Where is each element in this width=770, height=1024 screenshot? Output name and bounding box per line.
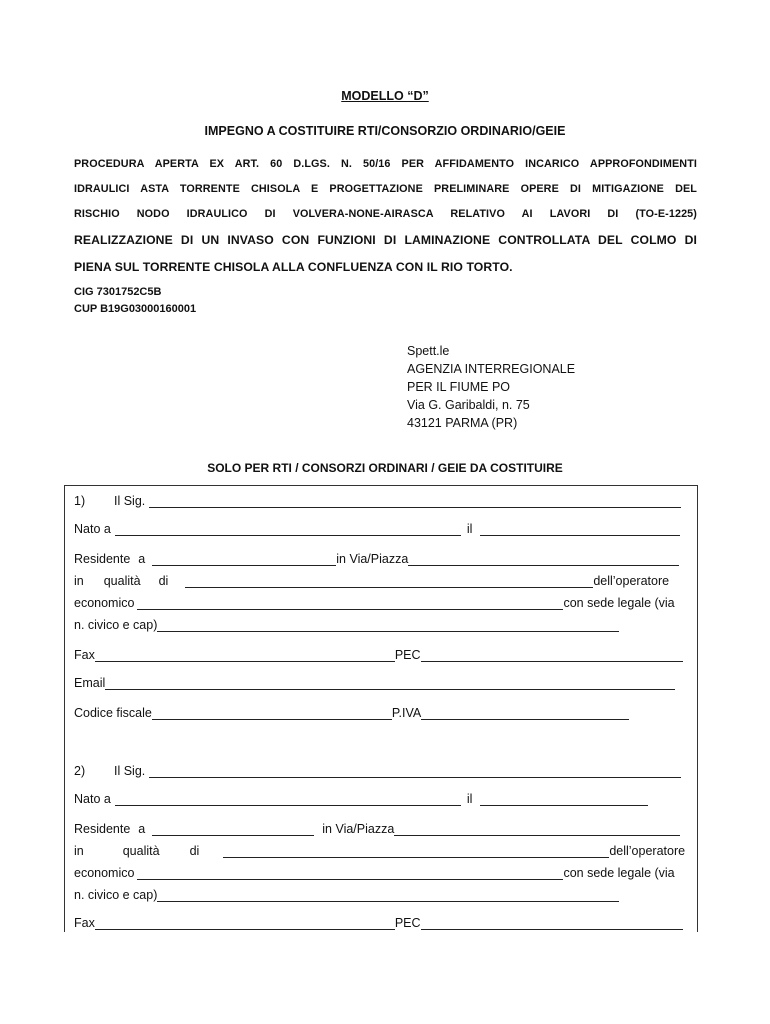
il-label: il [466, 522, 473, 536]
nato-row-2 [74, 790, 648, 806]
fax-label: Fax [74, 648, 95, 662]
di-label: di [158, 574, 169, 588]
document-title: IMPEGNO A COSTITUIRE RTI/CONSORZIO ORDINARIO/GEIE [204, 124, 566, 138]
procedure-line-4: REALIZZAZIONE DI UN INVASO CON FUNZIONI DI LAMINAZIONE CONTROLLATA DEL COLMO DI [74, 233, 697, 247]
nato-label: Nato a [74, 522, 111, 536]
email-row-1 [74, 674, 675, 690]
nato-label: Nato a [74, 792, 111, 806]
nato-row-1 [74, 520, 680, 536]
civico-row-1 [74, 616, 619, 632]
birthplace-field[interactable] [115, 523, 461, 536]
fax-label: Fax [74, 916, 95, 930]
fax-row-1 [74, 646, 683, 662]
di-label: di [189, 844, 200, 858]
entry-number-2: 2) [74, 764, 86, 778]
cf-field[interactable] [152, 707, 392, 720]
recipient-line-4: Via G. Garibaldi, n. 75 [407, 398, 530, 412]
fax-row-2 [74, 914, 683, 930]
via-piazza-label: in Via/Piazza [322, 822, 395, 836]
economico-row-1 [74, 594, 675, 610]
residente-row-1 [74, 550, 679, 566]
residente-label: Residente [74, 552, 131, 566]
cup-code: CUP B19G03000160001 [74, 303, 197, 315]
residence-street-field[interactable] [408, 553, 679, 566]
procedure-line-3: RISCHIO NODO IDRAULICO DI VOLVERA-NONE-AIRASCA RELATIVO AI LAVORI DI (TO-E-1225) [74, 208, 697, 220]
pec-label: PEC [394, 916, 421, 930]
procedure-line-5: PIENA SUL TORRENTE CHISOLA ALLA CONFLUENZA CON IL RIO TORTO. [74, 260, 513, 274]
birthplace-field[interactable] [115, 793, 461, 806]
il-label: il [466, 792, 473, 806]
economico-label: economico [74, 866, 135, 880]
sig-label: Il Sig. [114, 494, 146, 508]
entry-number-1: 1) [74, 494, 86, 508]
civico-label: n. civico e cap) [74, 888, 158, 902]
residente-label: Residente [74, 822, 131, 836]
pec-field[interactable] [421, 649, 683, 662]
fax-field[interactable] [95, 917, 395, 930]
email-field[interactable] [105, 677, 675, 690]
operator-name-field[interactable] [137, 597, 563, 610]
cig-code: CIG 7301752C5B [74, 286, 162, 298]
sede-label: con sede legale (via [563, 596, 675, 610]
sig-label: Il Sig. [114, 764, 146, 778]
sig-row-2 [74, 762, 681, 778]
residence-street-field[interactable] [394, 823, 680, 836]
sig-row-1 [74, 492, 681, 508]
role-field[interactable] [223, 845, 609, 858]
cf-label: Codice fiscale [74, 706, 152, 720]
civico-label: n. civico e cap) [74, 618, 158, 632]
qualita-label: qualità [103, 574, 141, 588]
sig-name-field[interactable] [149, 495, 681, 508]
a-label: a [138, 822, 146, 836]
email-label: Email [74, 676, 106, 690]
via-piazza-label: in Via/Piazza [336, 552, 409, 566]
in-label: in [74, 574, 84, 588]
pec-label: PEC [394, 648, 421, 662]
address-field[interactable] [157, 619, 619, 632]
operatore-label: dell’operatore [593, 574, 670, 588]
address-field[interactable] [157, 889, 619, 902]
fax-field[interactable] [95, 649, 395, 662]
recipient-line-3: PER IL FIUME PO [407, 380, 511, 394]
a-label: a [138, 552, 146, 566]
economico-row-2 [74, 864, 675, 880]
role-field[interactable] [185, 575, 593, 588]
sede-label: con sede legale (via [563, 866, 675, 880]
piva-label: P.IVA [391, 706, 422, 720]
procedure-line-2: IDRAULICI ASTA TORRENTE CHISOLA E PROGETTAZIONE PRELIMINARE OPERE DI MITIGAZIONE DEL [74, 183, 697, 195]
operator-name-field[interactable] [137, 867, 563, 880]
recipient-line-5: 43121 PARMA (PR) [407, 416, 518, 430]
economico-label: economico [74, 596, 135, 610]
piva-field[interactable] [421, 707, 629, 720]
cf-row-1 [74, 704, 629, 720]
qualita-label: qualità [122, 844, 160, 858]
residence-city-field[interactable] [152, 823, 314, 836]
operatore-label: dell’operatore [609, 844, 686, 858]
birthdate-field[interactable] [480, 793, 648, 806]
civico-row-2 [74, 886, 619, 902]
model-title: MODELLO “D” [341, 89, 429, 103]
sig-name-field[interactable] [149, 765, 681, 778]
recipient-line-2: AGENZIA INTERREGIONALE [407, 362, 576, 376]
qualita-row-2 [74, 842, 685, 858]
in-label: in [74, 844, 84, 858]
procedure-line-1: PROCEDURA APERTA EX ART. 60 D.LGS. N. 50/16 PER AFFIDAMENTO INCARICO APPROFONDIMENTI [74, 158, 697, 170]
recipient-line-1: Spett.le [407, 344, 450, 358]
residente-row-2 [74, 820, 680, 836]
pec-field[interactable] [421, 917, 683, 930]
birthdate-field[interactable] [480, 523, 680, 536]
section-title: SOLO PER RTI / CONSORZI ORDINARI / GEIE DA COSTITUIRE [207, 461, 563, 475]
qualita-row-1 [74, 572, 669, 588]
residence-city-field[interactable] [152, 553, 336, 566]
